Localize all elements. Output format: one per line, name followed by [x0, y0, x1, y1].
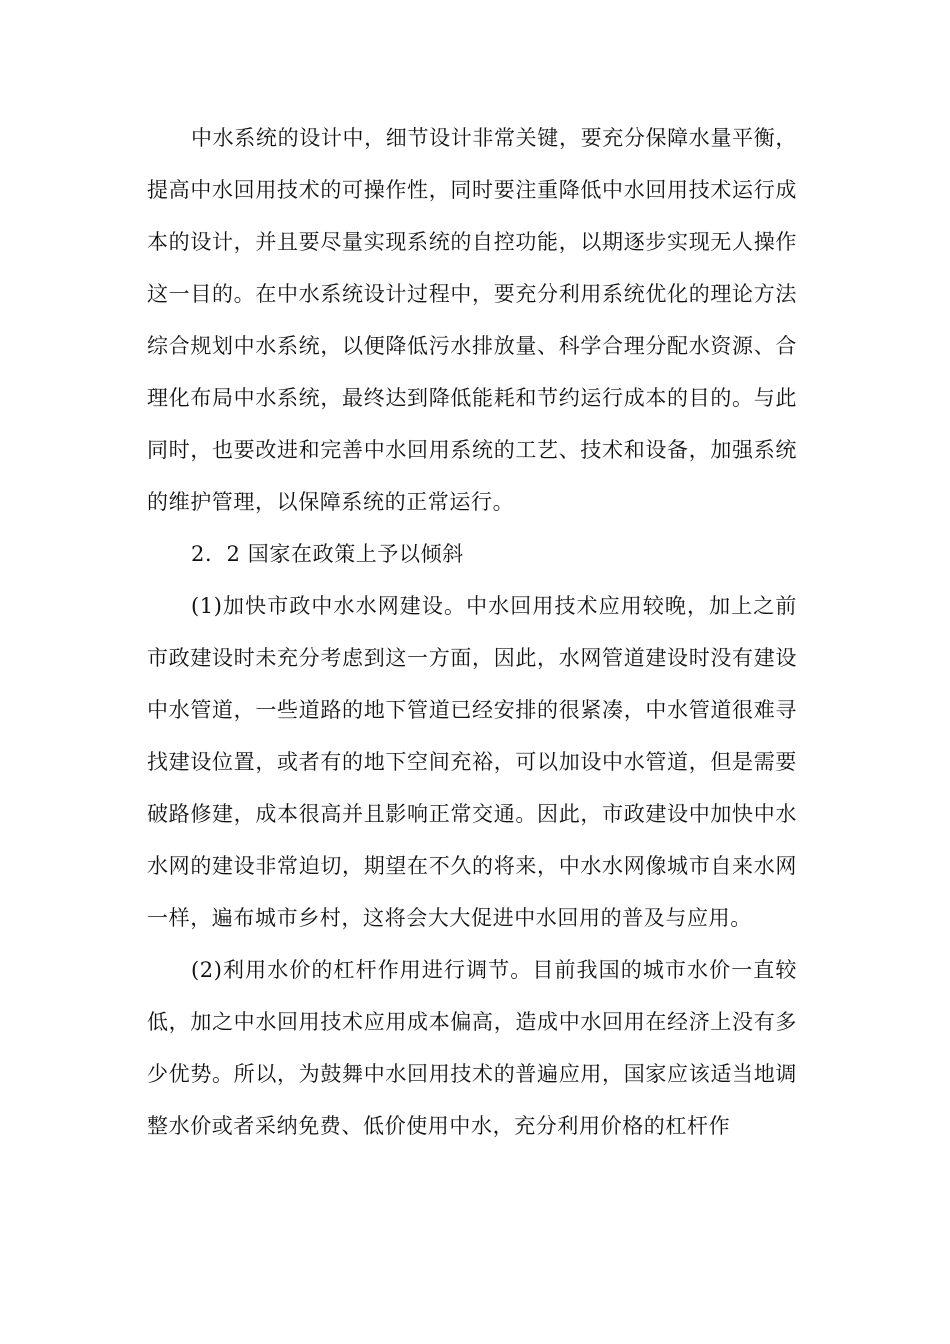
- document-body: [147, 112, 797, 1152]
- section-heading: 2．2 国家在政策上予以倾斜: [191, 542, 464, 566]
- paragraph-water-price: (2)利用水价的杠杆作用进行调节。目前我国的城市水价一直较低，加之中水回用技术应用成本偏高，造成中水回用在经济上没有多少优势。所以，为鼓舞中水回用技术的普遍应用，国家应该适当地调整水价或者采纳免费、低价使用中水，充分利用价格的杠杆作: [147, 958, 797, 1138]
- paragraph-municipal-network: (1)加快市政中水水网建设。中水回用技术应用较晚，加上之前市政建设时未充分考虑到这一方面，因此，水网管道建设时没有建设中水管道，一些道路的地下管道已经安排的很紧凑，中水管道很难寻找建设位置，或者有的地下空间充裕，可以加设中水管道，但是需要破路修建，成本很高并且影响正常交通。因此，市政建设中加快中水水网的建设非常迫切，期望在不久的将来，中水水网像城市自来水网一样，遍布城市乡村，这将会大大促进中水回用的普及与应用。: [147, 594, 797, 930]
- paragraph-system-design: 中水系统的设计中，细节设计非常关键，要充分保障水量平衡，提高中水回用技术的可操作性，同时要注重降低中水回用技术运行成本的设计，并且要尽量实现系统的自控功能，以期逐步实现无人操作这一目的。在中水系统设计过程中，要充分利用系统优化的理论方法综合规划中水系统，以便降低污水排放量、科学合理分配水资源、合理化布局中水系统，最终达到降低能耗和节约运行成本的目的。与此同时，也要改进和完善中水回用系统的工艺、技术和设备，加强系统的维护管理，以保障系统的正常运行。: [147, 126, 797, 514]
